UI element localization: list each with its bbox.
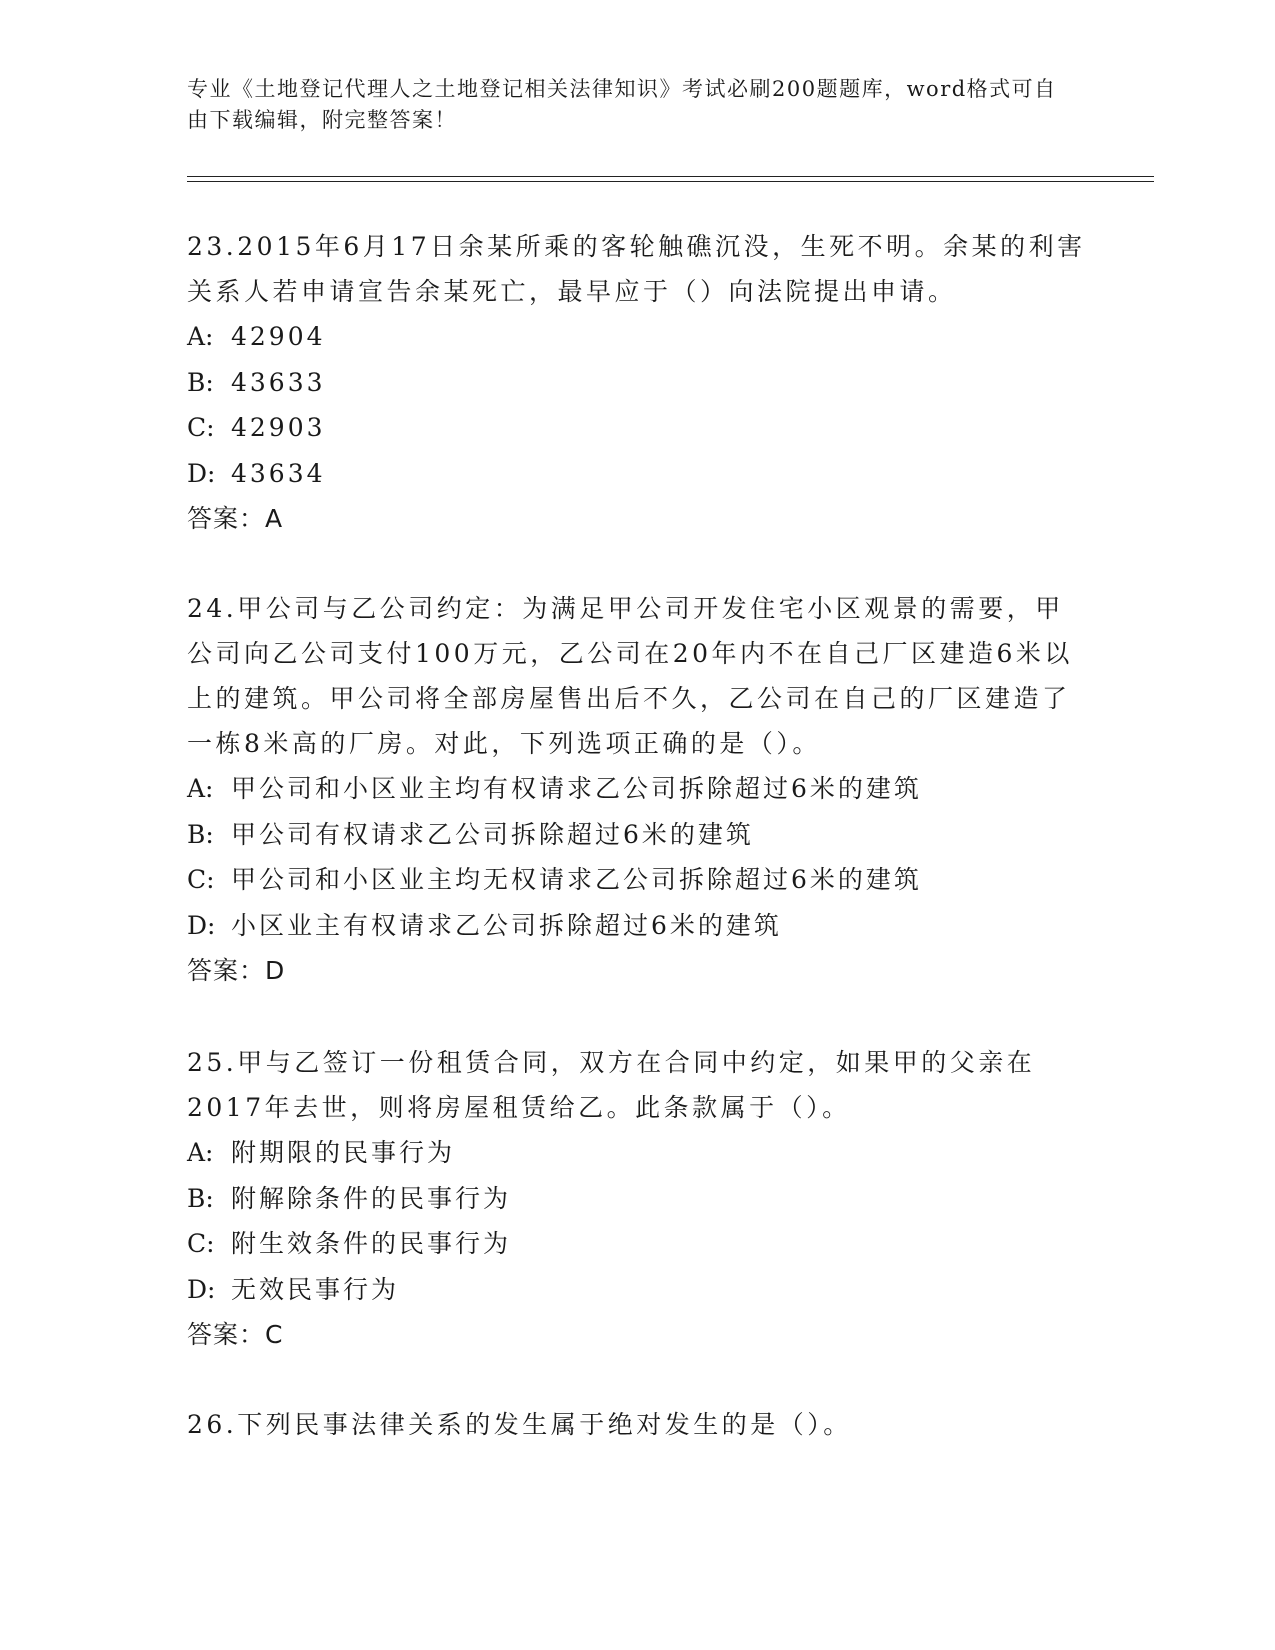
question-stem: 23.2015年6月17日余某所乘的客轮触礁沉没，生死不明。余某的利害关系人若申请宣告余某死亡，最早应于（）向法院提出申请。: [187, 232, 1086, 306]
option-text: 甲公司和小区业主均有权请求乙公司拆除超过6米的建筑: [231, 774, 922, 803]
option-b: [187, 1176, 1087, 1222]
document-header: 专业《土地登记代理人之土地登记相关法律知识》考试必刷200题题库，word格式可自由下载编辑，附完整答案！: [187, 77, 1057, 132]
option-text: 42904: [231, 322, 326, 351]
header-divider-top: [187, 176, 1154, 177]
option-letter: A:: [187, 1138, 214, 1167]
header-divider-bottom: [187, 181, 1154, 182]
answer-line: 答案：D: [187, 956, 286, 985]
option-text: 甲公司和小区业主均无权请求乙公司拆除超过6米的建筑: [231, 865, 922, 894]
option-text: 小区业主有权请求乙公司拆除超过6米的建筑: [231, 910, 782, 940]
option-d: [187, 1267, 1087, 1313]
question-stem: 25.甲与乙签订一份租赁合同，双方在合同中约定，如果甲的父亲在2017年去世，则将房屋租赁给乙。此条款属于（）。: [187, 1048, 1036, 1122]
option-d: [187, 903, 1087, 949]
question-23: [187, 224, 1087, 541]
option-b: [187, 812, 1087, 858]
option-letter: B:: [187, 1183, 214, 1213]
option-letter: C:: [187, 1229, 215, 1258]
answer-line: 答案：C: [187, 1320, 284, 1349]
option-a: [187, 1130, 1087, 1176]
option-letter: B:: [187, 819, 214, 849]
option-letter: C:: [187, 413, 215, 442]
option-c: [187, 857, 1087, 903]
question-24: [187, 586, 1087, 993]
option-text: 甲公司有权请求乙公司拆除超过6米的建筑: [231, 819, 754, 849]
option-c: [187, 1221, 1087, 1267]
option-text: 42903: [231, 413, 326, 442]
option-text: 附期限的民事行为: [231, 1138, 456, 1167]
option-letter: A:: [187, 774, 214, 803]
option-a: [187, 314, 1087, 360]
option-text: 附解除条件的民事行为: [231, 1183, 512, 1213]
question-stem: 26.下列民事法律关系的发生属于绝对发生的是（）。: [187, 1410, 852, 1439]
option-d: [187, 451, 1087, 497]
question-stem: 24.甲公司与乙公司约定：为满足甲公司开发住宅小区观景的需要，甲公司向乙公司支付100万元，乙公司在20年内不在自己厂区建造6米以上的建筑。甲公司将全部房屋售出后不久，乙公司在自己的厂区建造了一栋8米高的厂房。对此，下列选项正确的是（）。: [187, 594, 1073, 758]
option-letter: D:: [187, 458, 216, 488]
option-text: 43634: [231, 458, 326, 488]
option-text: 无效民事行为: [231, 1274, 400, 1304]
option-text: 43633: [231, 367, 326, 397]
option-letter: A:: [187, 322, 214, 351]
option-letter: D:: [187, 1274, 216, 1304]
option-text: 附生效条件的民事行为: [231, 1229, 512, 1258]
option-letter: C:: [187, 865, 215, 894]
option-a: [187, 766, 1087, 812]
option-letter: B:: [187, 367, 214, 397]
option-c: [187, 405, 1087, 451]
question-25: [187, 1040, 1087, 1357]
option-letter: D:: [187, 910, 216, 940]
question-26: [187, 1402, 1087, 1447]
answer-line: 答案：A: [187, 504, 284, 533]
option-b: [187, 360, 1087, 406]
